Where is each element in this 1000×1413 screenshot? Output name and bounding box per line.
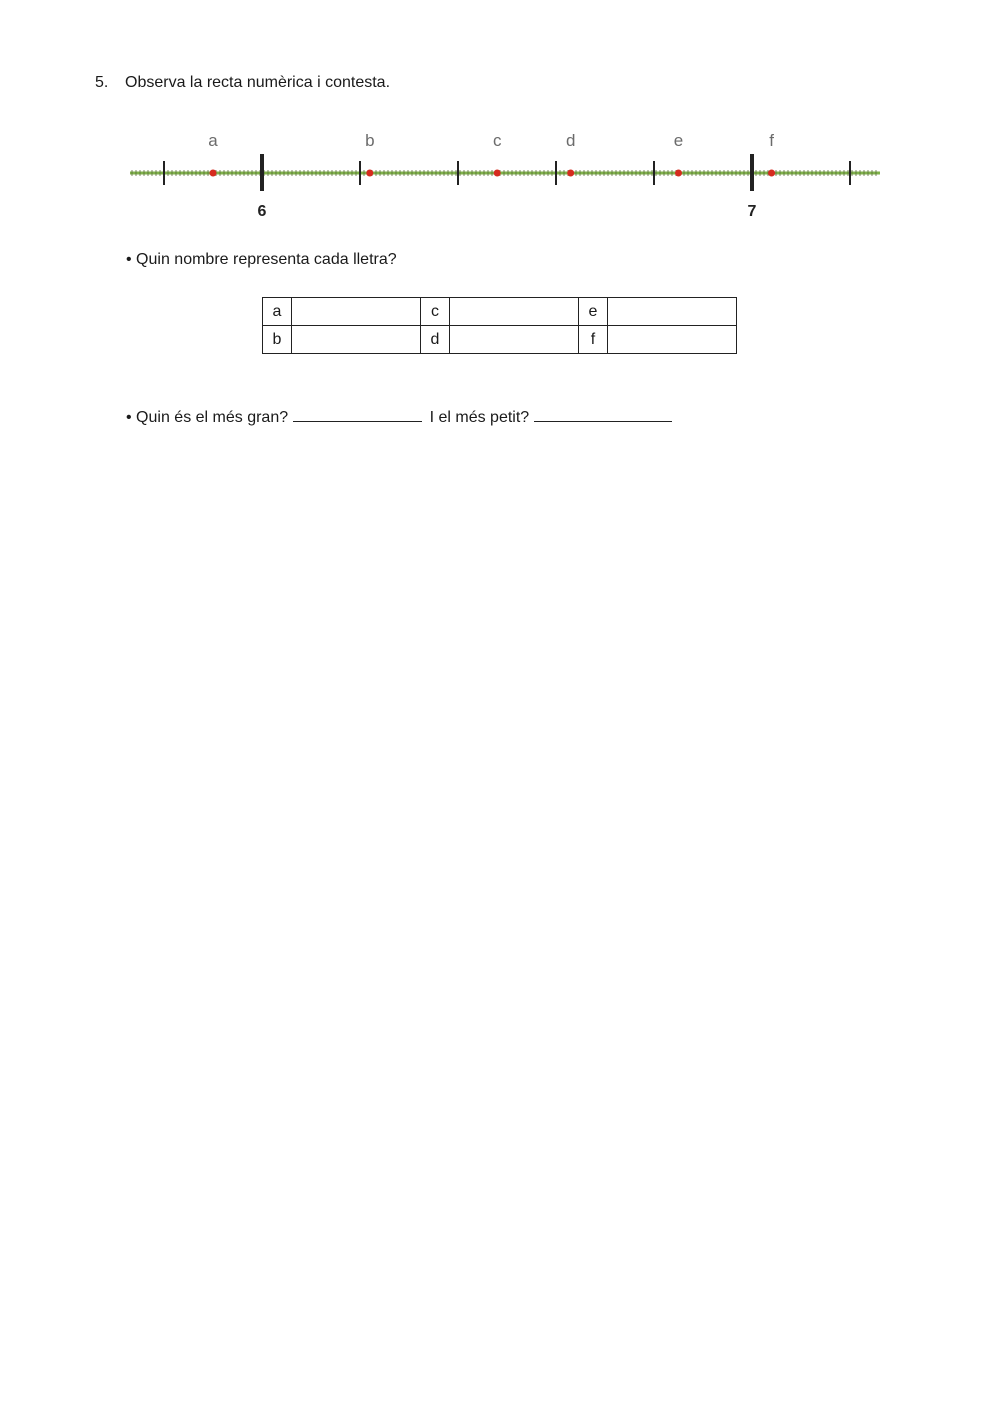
- table-row: [263, 326, 737, 354]
- number-line-letter-f: f: [769, 131, 774, 150]
- number-line-letter-a: a: [208, 131, 218, 150]
- letter-cell-a: a: [263, 298, 292, 326]
- question-number: 5.: [95, 74, 109, 91]
- question-text: Observa la recta numèrica i contesta.: [125, 74, 391, 91]
- sub-question-largest-smallest: [126, 406, 672, 428]
- answer-cell-d[interactable]: [450, 326, 579, 354]
- letter-cell-b: b: [263, 326, 292, 354]
- answer-table: [262, 297, 737, 354]
- letter-cell-d: d: [421, 326, 450, 354]
- letter-cell-e: e: [579, 298, 608, 326]
- number-line: [0, 0, 1000, 240]
- table-row: [263, 298, 737, 326]
- number-line-point-f: [768, 170, 775, 177]
- smallest-question-text: I el més petit?: [429, 409, 534, 426]
- answer-cell-f[interactable]: [608, 326, 737, 354]
- number-line-label-7: 7: [747, 203, 757, 220]
- number-line-base: [130, 170, 880, 176]
- number-line-letter-b: b: [365, 131, 375, 150]
- sub-question-identify-letters: • Quin nombre representa cada lletra?: [126, 251, 397, 268]
- number-line-point-b: [366, 170, 373, 177]
- answer-cell-b[interactable]: [292, 326, 421, 354]
- smallest-answer-blank[interactable]: [534, 406, 672, 422]
- largest-question-text: • Quin és el més gran?: [126, 409, 293, 426]
- number-line-labels: [208, 131, 774, 220]
- number-line-letter-d: d: [565, 131, 576, 150]
- number-line-point-c: [494, 170, 501, 177]
- answer-cell-c[interactable]: [450, 298, 579, 326]
- letter-cell-c: c: [421, 298, 450, 326]
- number-line-point-e: [675, 170, 682, 177]
- largest-answer-blank[interactable]: [293, 406, 422, 422]
- number-line-letter-c: c: [492, 131, 502, 150]
- number-line-point-d: [567, 170, 574, 177]
- number-line-letter-e: e: [673, 131, 684, 150]
- number-line-point-a: [210, 170, 217, 177]
- number-line-label-6: 6: [257, 203, 267, 220]
- answer-cell-a[interactable]: [292, 298, 421, 326]
- letter-cell-f: f: [579, 326, 608, 354]
- answer-cell-e[interactable]: [608, 298, 737, 326]
